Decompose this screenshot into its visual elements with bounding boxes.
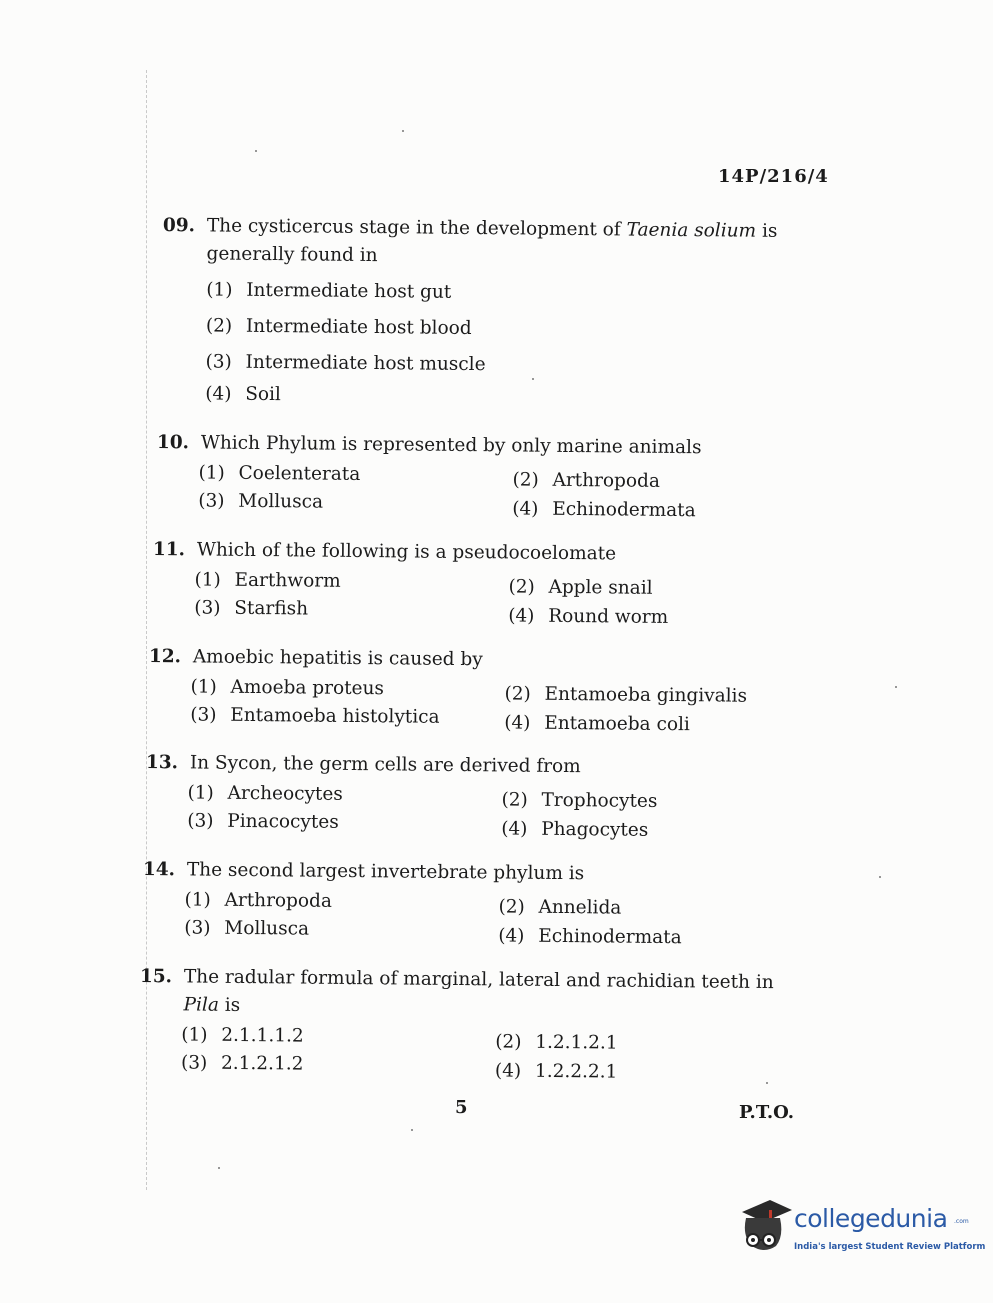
option-4[interactable]: (4) Round worm [508, 605, 669, 628]
scan-speck [879, 876, 881, 878]
collegedunia-logo [736, 1196, 986, 1266]
question-12 [148, 643, 759, 737]
option-3[interactable]: (3) 2.1.2.1.2 [180, 1052, 304, 1075]
brand-tagline: India's largest Student Review Platform [794, 1242, 986, 1252]
brand-name: collegedunia [794, 1204, 948, 1233]
question-15 [139, 963, 810, 1085]
option-4[interactable]: (4) 1.2.2.2.1 [494, 1060, 618, 1083]
option-1[interactable]: (1) Archeocytes [187, 782, 343, 805]
question-10 [156, 429, 757, 523]
mascot-icon [736, 1196, 792, 1260]
option-4[interactable]: (4) Echinodermata [498, 925, 682, 949]
scan-speck [532, 378, 534, 380]
question-number: 11. [152, 538, 186, 561]
question-stem: 15. The radular formula of marginal, lateral and rachidian teeth in Pila is [139, 963, 810, 1025]
option-3[interactable]: (3) Intermediate host muscle [205, 351, 486, 376]
option-1[interactable]: (1) Earthworm [194, 569, 341, 592]
scan-speck [255, 150, 257, 152]
question-number: 10. [156, 431, 190, 454]
option-3[interactable]: (3) Pinacocytes [187, 810, 339, 833]
option-3[interactable]: (3) Entamoeba histolytica [190, 704, 440, 728]
option-3[interactable]: (3) Mollusca [198, 490, 324, 513]
scan-speck [402, 130, 404, 132]
option-3[interactable]: (3) Starfish [194, 597, 309, 620]
question-number: 15. [139, 965, 173, 988]
option-2[interactable]: (2) Annelida [498, 896, 622, 919]
option-4[interactable]: (4) Soil [205, 383, 282, 406]
question-number: 12. [148, 645, 182, 668]
option-1[interactable]: (1) Arthropoda [184, 889, 333, 912]
question-stem: 13. In Sycon, the germ cells are derived from [146, 749, 746, 783]
option-3[interactable]: (3) Mollusca [184, 917, 310, 940]
pto-label: P.T.O. [739, 1102, 795, 1123]
scan-speck [766, 1082, 768, 1084]
question-stem: 09. The cysticercus stage in the development of Taenia solium is generally found in [162, 212, 823, 274]
option-1[interactable]: (1) Coelenterata [198, 462, 361, 485]
question-number: 14. [142, 858, 176, 881]
option-2[interactable]: (2) Trophocytes [501, 789, 658, 812]
option-4[interactable]: (4) Phagocytes [501, 818, 649, 841]
question-stem: 14. The second largest invertebrate phylum is [143, 856, 743, 890]
page-number: 5 [455, 1097, 468, 1118]
scan-speck [411, 1129, 413, 1131]
option-4[interactable]: (4) Echinodermata [512, 498, 696, 522]
genus-name: Pila [183, 994, 220, 1016]
scan-speck [218, 1167, 220, 1169]
question-stem: 12. Amoebic hepatitis is caused by [149, 643, 759, 677]
species-name: Taenia solium [626, 219, 757, 242]
paper-code: 14P/216/4 [718, 166, 829, 187]
option-2[interactable]: (2) Arthropoda [512, 469, 661, 492]
question-09 [161, 212, 823, 414]
question-stem: 10. Which Phylum is represented by only marine animals [157, 429, 757, 463]
option-1[interactable]: (1) 2.1.1.1.2 [181, 1024, 304, 1047]
question-number: 13. [145, 751, 179, 774]
option-1[interactable]: (1) Amoeba proteus [190, 676, 385, 700]
brand-tld: .com [954, 1218, 969, 1225]
option-4[interactable]: (4) Entamoeba coli [504, 712, 690, 736]
scan-speck [895, 686, 897, 688]
question-14 [142, 856, 743, 950]
question-11 [152, 536, 753, 630]
option-2[interactable]: (2) 1.2.1.2.1 [495, 1031, 618, 1054]
option-1[interactable]: (1) Intermediate host gut [206, 279, 452, 303]
option-2[interactable]: (2) Entamoeba gingivalis [504, 683, 748, 707]
question-number: 09. [162, 214, 196, 237]
question-13 [145, 749, 746, 843]
option-2[interactable]: (2) Apple snail [508, 576, 653, 599]
question-stem: 11. Which of the following is a pseudocoelomate [153, 536, 753, 570]
option-2[interactable]: (2) Intermediate host blood [205, 315, 472, 339]
